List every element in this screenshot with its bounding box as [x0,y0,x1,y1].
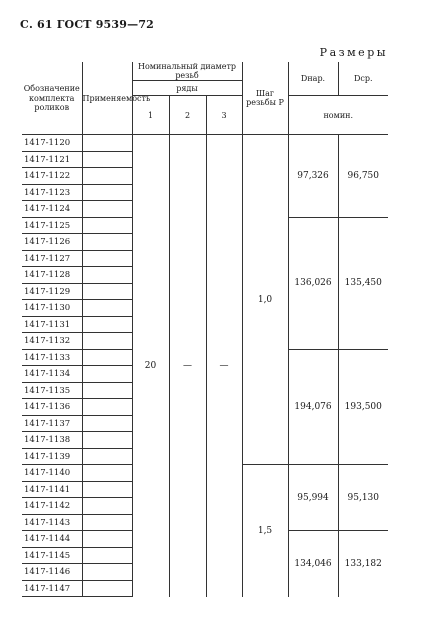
roller-set-code: 1417-1137 [22,415,82,432]
roller-set-code: 1417-1144 [22,531,82,548]
col-d-nar: Dнар. [288,62,338,96]
col-designation: Обозначение комплекта роликов [22,62,82,135]
application-cell [82,531,132,548]
application-cell [82,382,132,399]
d-sr-value: 95,130 [338,465,388,531]
d-nar-value: 95,994 [288,465,338,531]
application-cell [82,580,132,597]
diameter-row1: 20 [132,135,169,597]
application-cell [82,366,132,383]
roller-set-code: 1417-1145 [22,547,82,564]
col-row-3: 3 [206,96,242,135]
roller-set-code: 1417-1126 [22,234,82,251]
roller-set-code: 1417-1143 [22,514,82,531]
roller-set-code: 1417-1129 [22,283,82,300]
application-cell [82,135,132,152]
roller-set-code: 1417-1128 [22,267,82,284]
d-nar-value: 136,026 [288,217,338,349]
application-cell [82,547,132,564]
application-cell [82,465,132,482]
application-cell [82,283,132,300]
d-sr-value: 133,182 [338,531,388,597]
application-cell [82,217,132,234]
col-row-2: 2 [169,96,206,135]
application-cell [82,349,132,366]
application-cell [82,151,132,168]
application-cell [82,399,132,416]
units-label: Размеры [319,46,388,59]
col-d-sr: Dср. [338,62,388,96]
col-application: Применяемость [82,62,132,135]
step-value: 1,5 [242,465,288,597]
roller-set-code: 1417-1146 [22,564,82,581]
roller-set-code: 1417-1134 [22,366,82,383]
application-cell [82,415,132,432]
roller-set-code: 1417-1135 [22,382,82,399]
application-cell [82,201,132,218]
col-step: Шаг резьбы P [242,62,288,135]
col-nomin: номин. [288,96,388,135]
application-cell [82,333,132,350]
roller-set-code: 1417-1130 [22,300,82,317]
application-cell [82,498,132,515]
roller-set-code: 1417-1120 [22,135,82,152]
roller-set-code: 1417-1121 [22,151,82,168]
application-cell [82,432,132,449]
col-row-1: 1 [132,96,169,135]
col-nominal-diameter: Номинальный диаметр резьб [132,62,242,81]
roller-set-code: 1417-1133 [22,349,82,366]
roller-set-code: 1417-1132 [22,333,82,350]
roller-set-code: 1417-1123 [22,184,82,201]
table-body [22,135,388,597]
application-cell [82,514,132,531]
roller-set-code: 1417-1124 [22,201,82,218]
application-cell [82,448,132,465]
d-sr-value: 135,450 [338,217,388,349]
roller-set-code: 1417-1140 [22,465,82,482]
application-cell [82,564,132,581]
rollers-table [22,62,388,597]
application-cell [82,184,132,201]
table-row [22,135,388,152]
col-rows: ряды [132,81,242,96]
roller-set-code: 1417-1136 [22,399,82,416]
roller-set-code: 1417-1141 [22,481,82,498]
roller-set-code: 1417-1138 [22,432,82,449]
roller-set-code: 1417-1142 [22,498,82,515]
roller-set-code: 1417-1125 [22,217,82,234]
step-value: 1,0 [242,135,288,465]
application-cell [82,234,132,251]
application-cell [82,267,132,284]
roller-set-code: 1417-1147 [22,580,82,597]
diameter-row3: — [206,135,242,597]
d-sr-value: 96,750 [338,135,388,218]
d-sr-value: 193,500 [338,349,388,465]
roller-set-code: 1417-1139 [22,448,82,465]
d-nar-value: 134,046 [288,531,338,597]
d-nar-value: 97,326 [288,135,338,218]
roller-set-code: 1417-1127 [22,250,82,267]
diameter-row2: — [169,135,206,597]
application-cell [82,250,132,267]
application-cell [82,481,132,498]
roller-set-code: 1417-1122 [22,168,82,185]
d-nar-value: 194,076 [288,349,338,465]
application-cell [82,316,132,333]
application-cell [82,168,132,185]
page-header: С. 61 ГОСТ 9539—72 [20,18,155,31]
application-cell [82,300,132,317]
roller-set-code: 1417-1131 [22,316,82,333]
